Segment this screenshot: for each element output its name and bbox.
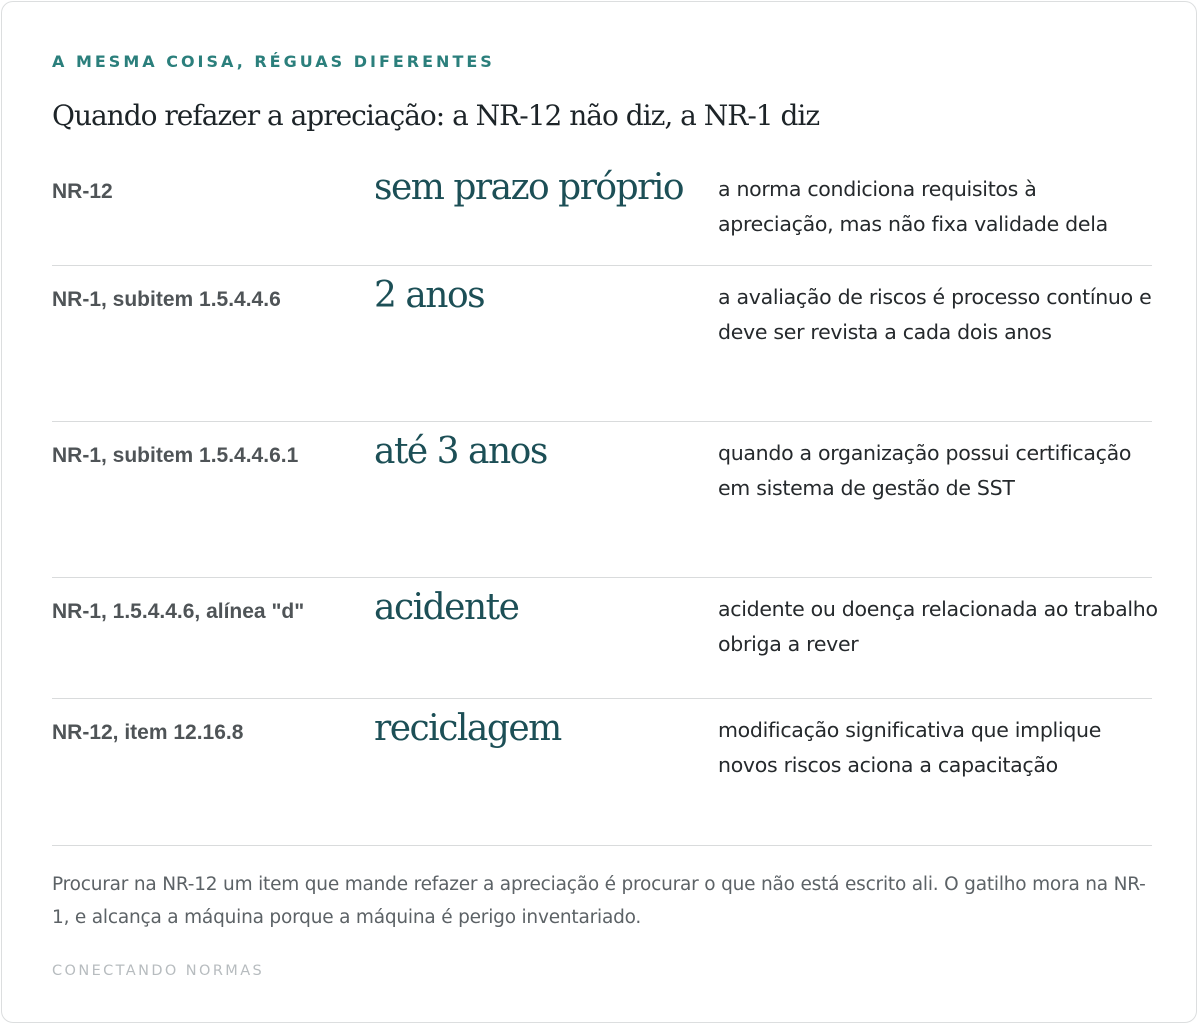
comparison-row-nr1-periodic: [52, 266, 1152, 422]
section-kicker: A MESMA COISA, RÉGUAS DIFERENTES: [52, 52, 495, 71]
row-description: a avaliação de riscos é processo contínuo e deve ser revista a cada dois anos: [718, 285, 1152, 344]
comparison-row-nr1-accident: [52, 578, 1158, 699]
comparison-row-nr12: [52, 158, 1152, 266]
row-reference: NR-1, 1.5.4.4.6, alínea "d": [52, 600, 305, 623]
row-reference: NR-12, item 12.16.8: [52, 721, 244, 744]
row-value: acidente: [374, 587, 519, 628]
row-reference: NR-1, subitem 1.5.4.4.6: [52, 288, 281, 311]
comparison-row-nr1-certified: [52, 422, 1152, 578]
explanatory-note: Procurar na NR-12 um item que mande refazer a apreciação é procurar o que não está escrito ali. O gatilho mora na NR-1, e alcança a máquina porque a máquina é perigo inventariado.: [52, 874, 1146, 928]
row-description: quando a organização possui certificação em sistema de gestão de SST: [718, 441, 1132, 500]
comparison-row-nr12-training: [52, 699, 1152, 846]
brand-footer: CONECTANDO NORMAS: [52, 963, 265, 979]
comparison-table: [52, 158, 1158, 846]
row-reference: NR-12: [52, 180, 113, 203]
row-value: até 3 anos: [374, 431, 547, 472]
row-value: sem prazo próprio: [374, 167, 684, 208]
card-title: Quando refazer a apreciação: a NR-12 não diz, a NR-1 diz: [52, 99, 820, 132]
row-description: a norma condiciona requisitos à apreciação, mas não fixa validade dela: [718, 177, 1108, 236]
row-value: reciclagem: [374, 708, 561, 749]
row-reference: NR-1, subitem 1.5.4.4.6.1: [52, 444, 299, 467]
row-description: acidente ou doença relacionada ao trabalho obriga a rever: [718, 597, 1158, 656]
row-description: modificação significativa que implique novos riscos aciona a capacitação: [718, 718, 1102, 777]
comparison-card: [1, 1, 1197, 1023]
row-value: 2 anos: [374, 275, 485, 316]
